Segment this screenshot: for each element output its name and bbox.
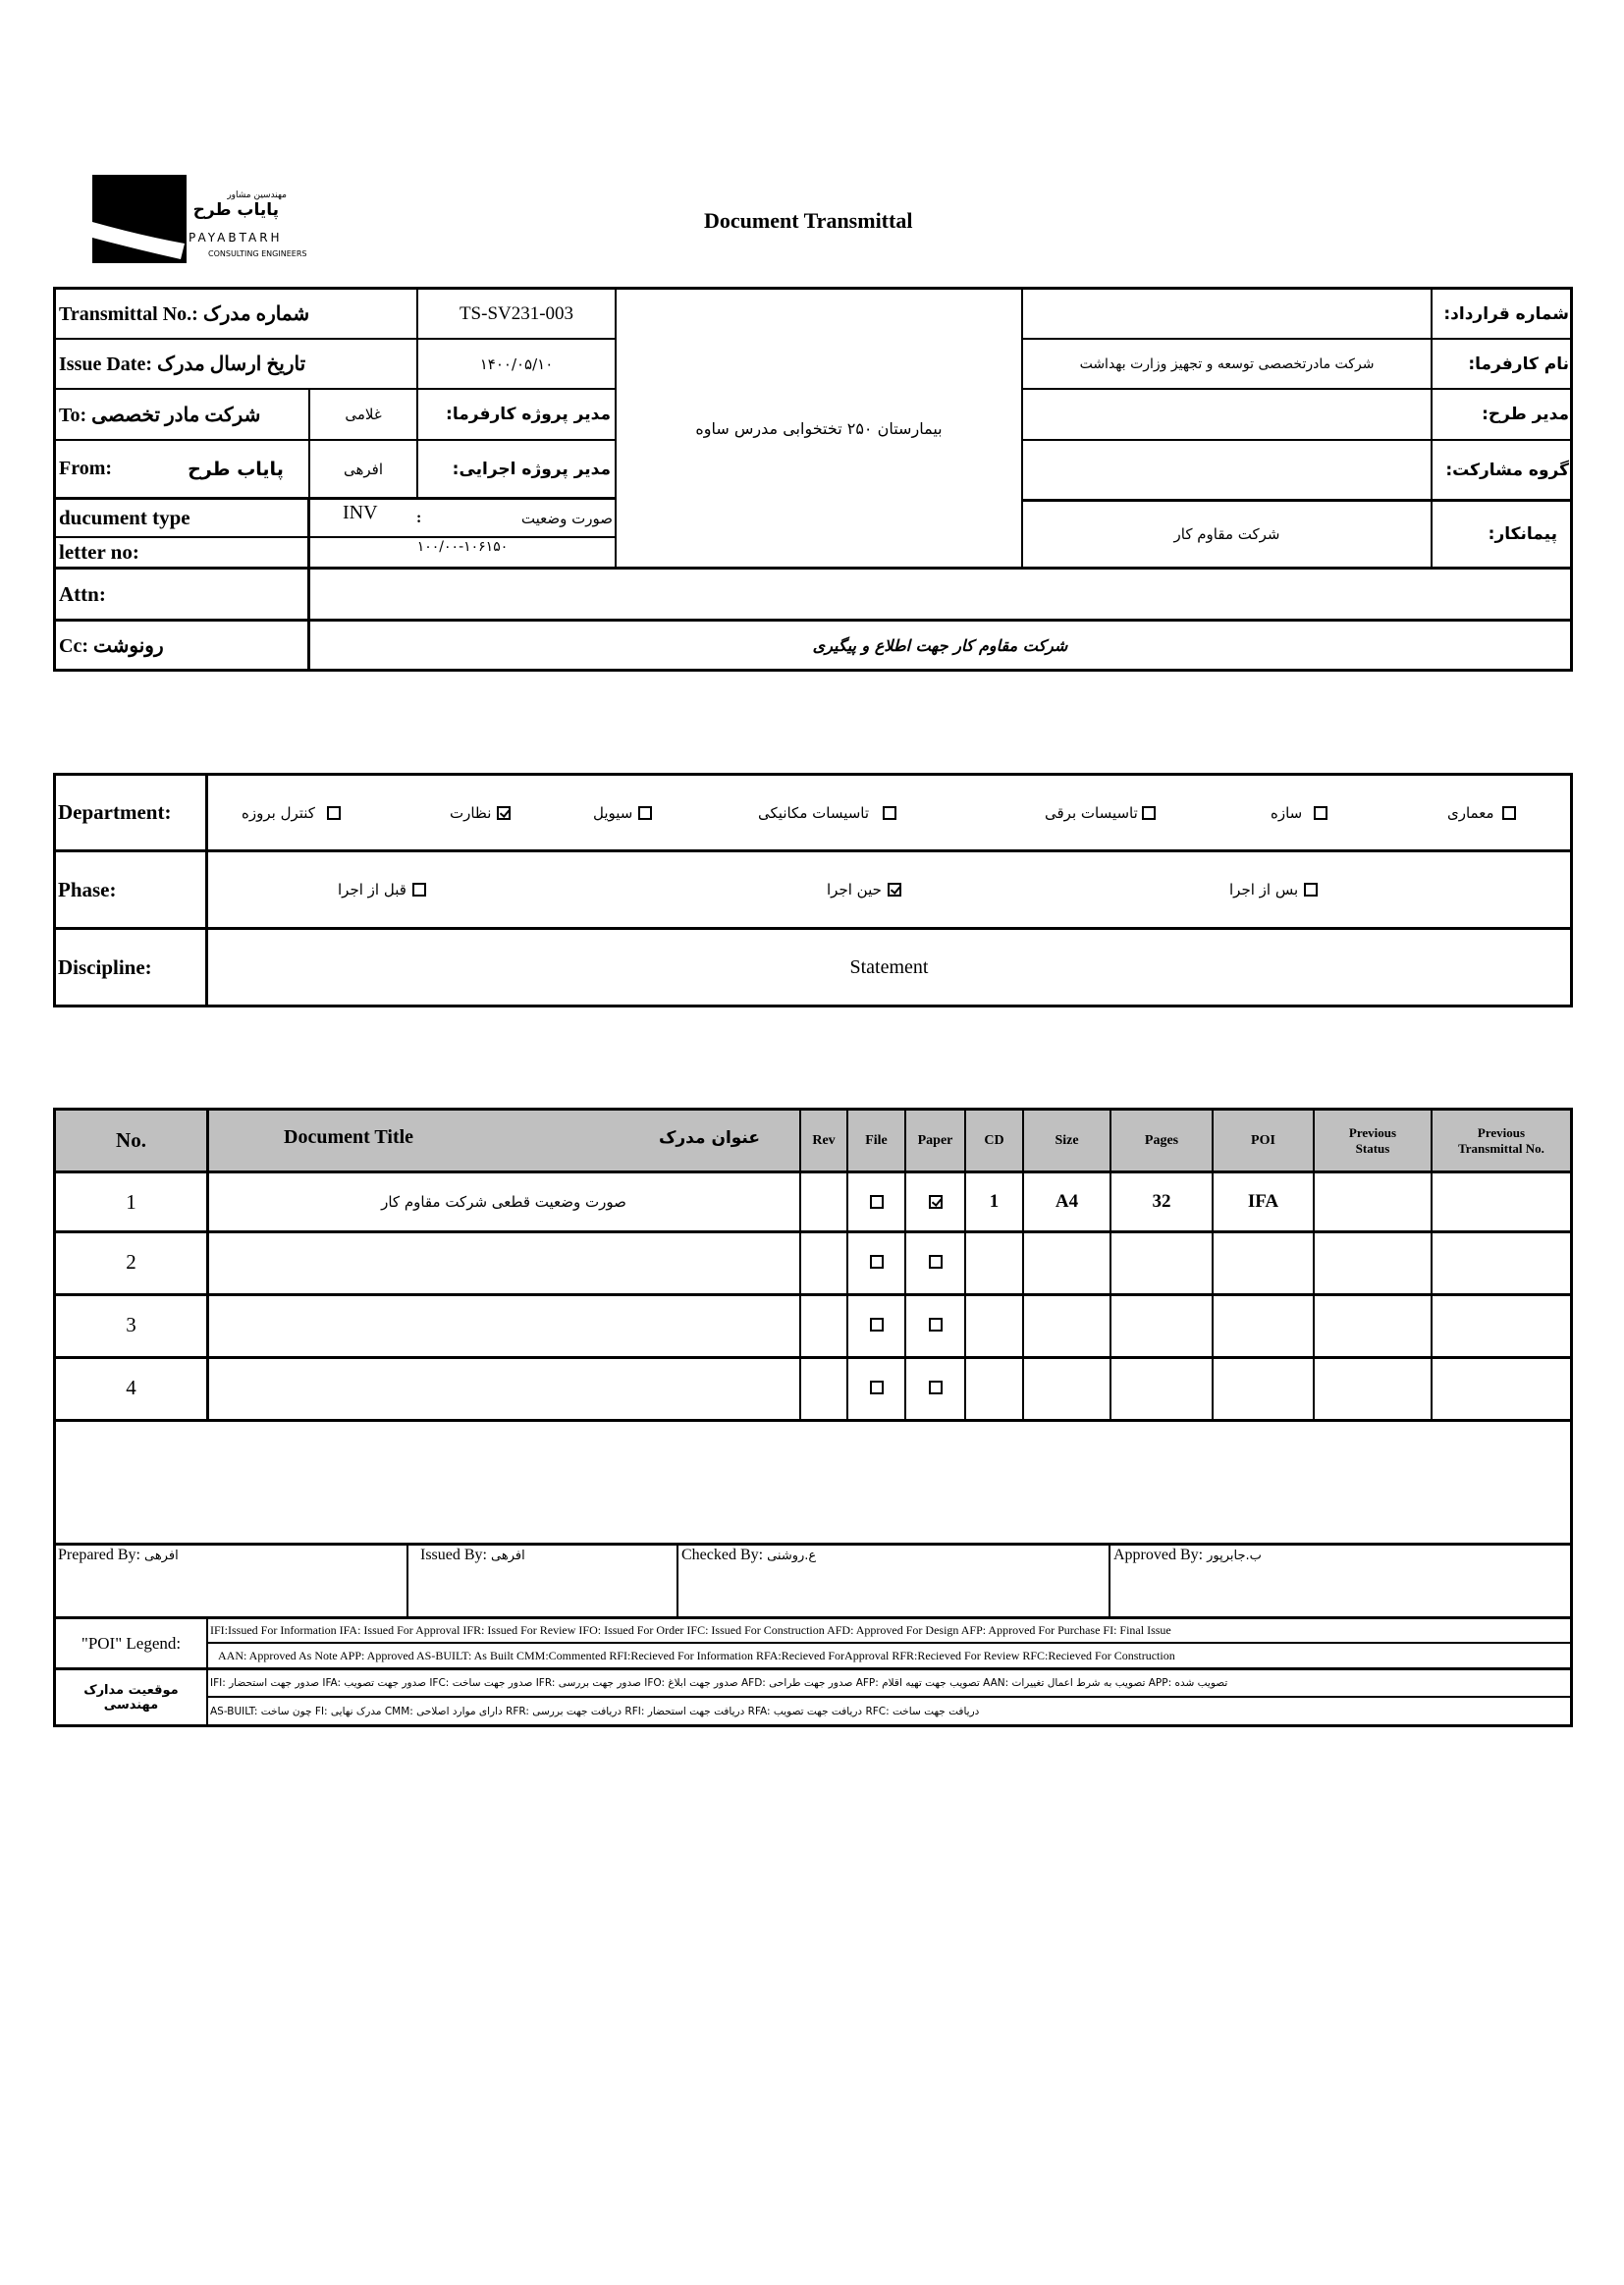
letter-no-value: ۱۰۰/۰۰-۱۰۶۱۵۰ <box>416 539 509 555</box>
department-option-4[interactable] <box>593 776 652 849</box>
doc-type-code: INV <box>343 501 378 523</box>
phase-option-label: قبل از اجرا <box>338 881 406 898</box>
attn-label: Attn: <box>59 581 106 606</box>
row-file <box>848 1173 904 1230</box>
logo-fa-subtitle: مهندسین مشاور <box>227 190 287 200</box>
row-poi[interactable] <box>1214 1296 1313 1353</box>
row-no: 3 <box>126 1312 136 1336</box>
logo-en-name: PAYABTARH <box>189 231 283 245</box>
row-prev-status[interactable] <box>1315 1173 1431 1230</box>
col-header-cd: CD <box>984 1132 1004 1148</box>
contractor-value: شرکت مقاوم کار <box>1173 525 1280 543</box>
col-header-title-fa: عنوان مدرک <box>658 1127 760 1148</box>
issued-by-value: افرهی <box>491 1549 525 1563</box>
table-row <box>53 1233 1573 1290</box>
logo-en-subtitle: CONSULTING ENGINEERS <box>208 249 307 258</box>
checkbox-icon[interactable] <box>327 806 341 820</box>
employer-value: شرکت مادرتخصصی توسعه و تجهیز وزارت بهداشت <box>1079 355 1375 372</box>
row-poi[interactable] <box>1214 1233 1313 1290</box>
table-row <box>53 1173 1573 1230</box>
department-option-label: سیویل <box>593 803 633 822</box>
col-header-prev-status-line2: Status <box>1355 1140 1390 1156</box>
doc-type-fa: صورت وضعیت <box>520 509 613 527</box>
row-prev-transmittal[interactable] <box>1433 1359 1570 1416</box>
col-header-rev: Rev <box>812 1132 836 1148</box>
checkbox-icon[interactable] <box>870 1381 884 1394</box>
table-row <box>53 1359 1573 1416</box>
col-header-title-en: Document Title <box>284 1126 414 1148</box>
row-no: 1 <box>126 1189 136 1214</box>
department-option-6[interactable] <box>242 776 341 849</box>
table-row <box>53 1296 1573 1353</box>
checkbox-icon[interactable] <box>412 883 426 897</box>
department-option-label: تاسیسات مکانیکی <box>758 803 870 822</box>
row-size[interactable] <box>1024 1233 1110 1290</box>
row-file <box>848 1233 904 1290</box>
department-option-label: تاسیسات برقی <box>1045 803 1138 822</box>
row-pages[interactable] <box>1111 1359 1212 1416</box>
row-title[interactable]: صورت وضعیت قطعی شرکت مقاوم کار <box>381 1193 626 1211</box>
row-prev-transmittal[interactable] <box>1433 1296 1570 1353</box>
row-file <box>848 1359 904 1416</box>
checked-by-value: ع.روشنی <box>767 1549 817 1563</box>
row-pages[interactable] <box>1111 1233 1212 1290</box>
department-option-5[interactable] <box>450 776 511 849</box>
row-title[interactable] <box>208 1233 799 1290</box>
checked-by-label: Checked By: <box>681 1547 764 1563</box>
issued-by-label: Issued By: <box>420 1547 487 1563</box>
row-paper <box>906 1296 964 1353</box>
row-cd[interactable] <box>966 1233 1022 1290</box>
attn-value[interactable] <box>310 570 1570 619</box>
prepared-by-label: Prepared By: <box>58 1547 140 1563</box>
col-header-prev-transmittal-line1: Previous <box>1477 1124 1526 1140</box>
partnership-label: گروه مشارکت: <box>1445 460 1569 480</box>
classification-table <box>53 773 1573 1007</box>
department-option-label: سازه <box>1271 803 1303 822</box>
row-prev-status[interactable] <box>1315 1296 1431 1353</box>
approved-by-label: Approved By: <box>1113 1547 1204 1563</box>
plan-manager-label: مدیر طرح: <box>1482 405 1569 424</box>
checkbox-icon[interactable] <box>638 806 652 820</box>
header-table <box>53 287 1573 672</box>
employer-label: نام کارفرما: <box>1468 354 1569 374</box>
row-size[interactable] <box>1024 1296 1110 1353</box>
checkbox-icon[interactable] <box>1502 806 1516 820</box>
to-label: To: شرکت مادر تخصصی <box>59 404 261 426</box>
phase-option-2[interactable] <box>338 852 426 927</box>
checkbox-icon[interactable] <box>1314 806 1327 820</box>
row-no: 4 <box>126 1375 136 1399</box>
status-legend-line2: AS-BUILT: چون ساخت FI: مدرک نهایی CMM: دارای موارد اصلاحی RFR: دریافت جهت بررسی RFI: دریافت جهت استحضار RFA: دریافت جهت تصویب RFC: دریافت جهت ساخت <box>210 1705 980 1717</box>
row-rev[interactable] <box>801 1359 846 1416</box>
issued-by <box>420 1547 525 1564</box>
logo-swoosh-icon <box>92 175 187 263</box>
cc-label: Cc: رونوشت <box>59 634 164 657</box>
checkbox-icon[interactable] <box>1304 883 1318 897</box>
row-pages[interactable] <box>1111 1296 1212 1353</box>
col-header-pages: Pages <box>1144 1132 1179 1148</box>
row-size[interactable] <box>1024 1359 1110 1416</box>
from-value: پایاب طرح <box>188 458 284 480</box>
row-rev[interactable] <box>801 1233 846 1290</box>
phase-label: Phase: <box>58 877 117 901</box>
row-prev-transmittal[interactable] <box>1433 1233 1570 1290</box>
project-name: بیمارستان ۲۵۰ تختخوابی مدرس ساوه <box>695 418 943 438</box>
row-prev-status[interactable] <box>1315 1359 1431 1416</box>
checked-by <box>681 1547 816 1564</box>
row-pages[interactable]: 32 <box>1152 1191 1171 1212</box>
row-poi[interactable] <box>1214 1359 1313 1416</box>
row-file <box>848 1296 904 1353</box>
documents-table <box>53 1108 1573 1734</box>
department-option-2[interactable] <box>1045 776 1156 849</box>
logo-fa-name: پایاب طرح <box>192 200 279 220</box>
contractor-label: پیمانکار: <box>1488 524 1557 544</box>
department-option-label: نظارت <box>450 803 492 822</box>
checkbox-icon[interactable] <box>870 1255 884 1269</box>
checkbox-icon[interactable] <box>929 1381 943 1394</box>
doc-type-sep: : <box>416 509 422 526</box>
approved-by-value: ب.جابرپور <box>1207 1549 1262 1563</box>
row-no: 2 <box>126 1249 136 1274</box>
checkbox-icon[interactable] <box>1142 806 1156 820</box>
partnership-value <box>1023 441 1431 499</box>
page-title: Document Transmittal <box>704 208 913 233</box>
issue-date-label: Issue Date: تاریخ ارسال مدرک <box>59 354 306 375</box>
col-header-prev-status <box>1315 1111 1431 1170</box>
col-header-prev-transmittal-line2: Transmittal No. <box>1458 1140 1544 1156</box>
checkbox-icon[interactable] <box>497 806 511 820</box>
row-prev-transmittal[interactable] <box>1433 1173 1570 1230</box>
phase-option-label: بس از اجرا <box>1229 881 1299 898</box>
issue-date-value: ۱۴۰۰/۰۵/۱۰ <box>479 354 554 373</box>
row-paper <box>906 1359 964 1416</box>
row-size[interactable]: A4 <box>1055 1191 1079 1212</box>
status-legend-label: موقعیت مدارک مهندسی <box>83 1682 179 1713</box>
phase-option-label: حین اجرا <box>827 881 882 898</box>
department-option-1[interactable] <box>1271 776 1327 849</box>
col-header-paper: Paper <box>917 1132 953 1148</box>
row-prev-status[interactable] <box>1315 1233 1431 1290</box>
contract-no-label: شماره قرارداد: <box>1443 303 1569 324</box>
row-title[interactable] <box>208 1359 799 1416</box>
department-option-label: کنترل بروزه <box>242 803 315 822</box>
row-paper <box>906 1173 964 1230</box>
logo-mark <box>92 175 187 263</box>
col-header-file: File <box>865 1132 888 1148</box>
department-label: Department: <box>58 800 172 824</box>
prepared-by-value: افرهی <box>143 1549 179 1563</box>
row-title[interactable] <box>208 1296 799 1353</box>
discipline-label: Discipline: <box>58 954 152 979</box>
from-person: افرهی <box>343 460 384 478</box>
company-logo <box>92 175 338 265</box>
doc-type-label: ducument type <box>59 506 190 529</box>
phase-option-0[interactable] <box>1229 852 1318 927</box>
department-option-label: معماری <box>1447 803 1494 822</box>
transmittal-no-label: Transmittal No.: شماره مدرک <box>59 303 310 325</box>
checkbox-icon[interactable] <box>870 1318 884 1332</box>
exec-pm-label: مدیر پروژه اجرایی: <box>452 459 611 479</box>
to-person: غلامی <box>345 406 382 423</box>
row-cd[interactable]: 1 <box>989 1191 1000 1212</box>
from-label: From: <box>59 458 113 479</box>
row-cd[interactable] <box>966 1359 1022 1416</box>
row-cd[interactable] <box>966 1296 1022 1353</box>
col-header-poi: POI <box>1251 1132 1275 1148</box>
transmittal-no-value: TS-SV231-003 <box>459 302 574 324</box>
row-poi[interactable]: IFA <box>1247 1191 1279 1212</box>
plan-manager-value <box>1023 390 1431 439</box>
department-option-0[interactable] <box>1447 776 1516 849</box>
contract-no-value <box>1023 290 1431 338</box>
discipline-value: Statement <box>849 955 929 978</box>
cc-value[interactable]: شرکت مقاوم کار جهت اطلاع و پیگیری <box>812 635 1068 655</box>
approved-by <box>1113 1547 1262 1564</box>
checkbox-icon[interactable] <box>883 806 896 820</box>
col-header-size: Size <box>1055 1132 1079 1148</box>
col-header-no: No. <box>116 1128 146 1152</box>
checkbox-icon[interactable] <box>929 1318 943 1332</box>
poi-legend-label: "POI" Legend: <box>81 1633 182 1653</box>
checkbox-icon[interactable] <box>929 1195 943 1209</box>
row-rev[interactable] <box>801 1173 846 1230</box>
checkbox-icon[interactable] <box>870 1195 884 1209</box>
department-option-3[interactable] <box>758 776 896 849</box>
col-header-prev-transmittal <box>1433 1111 1570 1170</box>
status-legend-line1: IFI: صدور جهت استحضار IFA: صدور جهت تصویب IFC: صدور جهت ساخت IFR: صدور جهت بررسی IFO: صدور جهت ابلاغ AFD: صدور جهت طراحی AFP: تصویب جهت تهیه اقلام AAN: تصویب به شرط اعمال تغییرات APP: تصویب شده <box>210 1677 1228 1689</box>
checkbox-icon[interactable] <box>888 883 901 897</box>
prepared-by <box>58 1547 179 1564</box>
col-header-prev-status-line1: Previous <box>1348 1124 1397 1140</box>
checkbox-icon[interactable] <box>929 1255 943 1269</box>
phase-option-1[interactable] <box>827 852 901 927</box>
letter-no-label: letter no: <box>59 540 139 564</box>
poi-legend-line1: IFI:Issued For Information IFA: Issued For Approval IFR: Issued For Review IFO: Issued For Order IFC: Issued For Construction AFD: Approved For Design AFP: Approved For Purchase FI: Final Issue <box>210 1623 1171 1637</box>
employer-pm-label: مدیر پروژه کارفرما: <box>446 405 611 424</box>
poi-legend-line2: AAN: Approved As Note APP: Approved AS-BUILT: As Built CMM:Commented RFI:Recieved For Information RFA:Recieved ForApproval RFR:Recieved For Review RFC:Recieved For Construction <box>218 1648 1175 1662</box>
row-rev[interactable] <box>801 1296 846 1353</box>
row-paper <box>906 1233 964 1290</box>
